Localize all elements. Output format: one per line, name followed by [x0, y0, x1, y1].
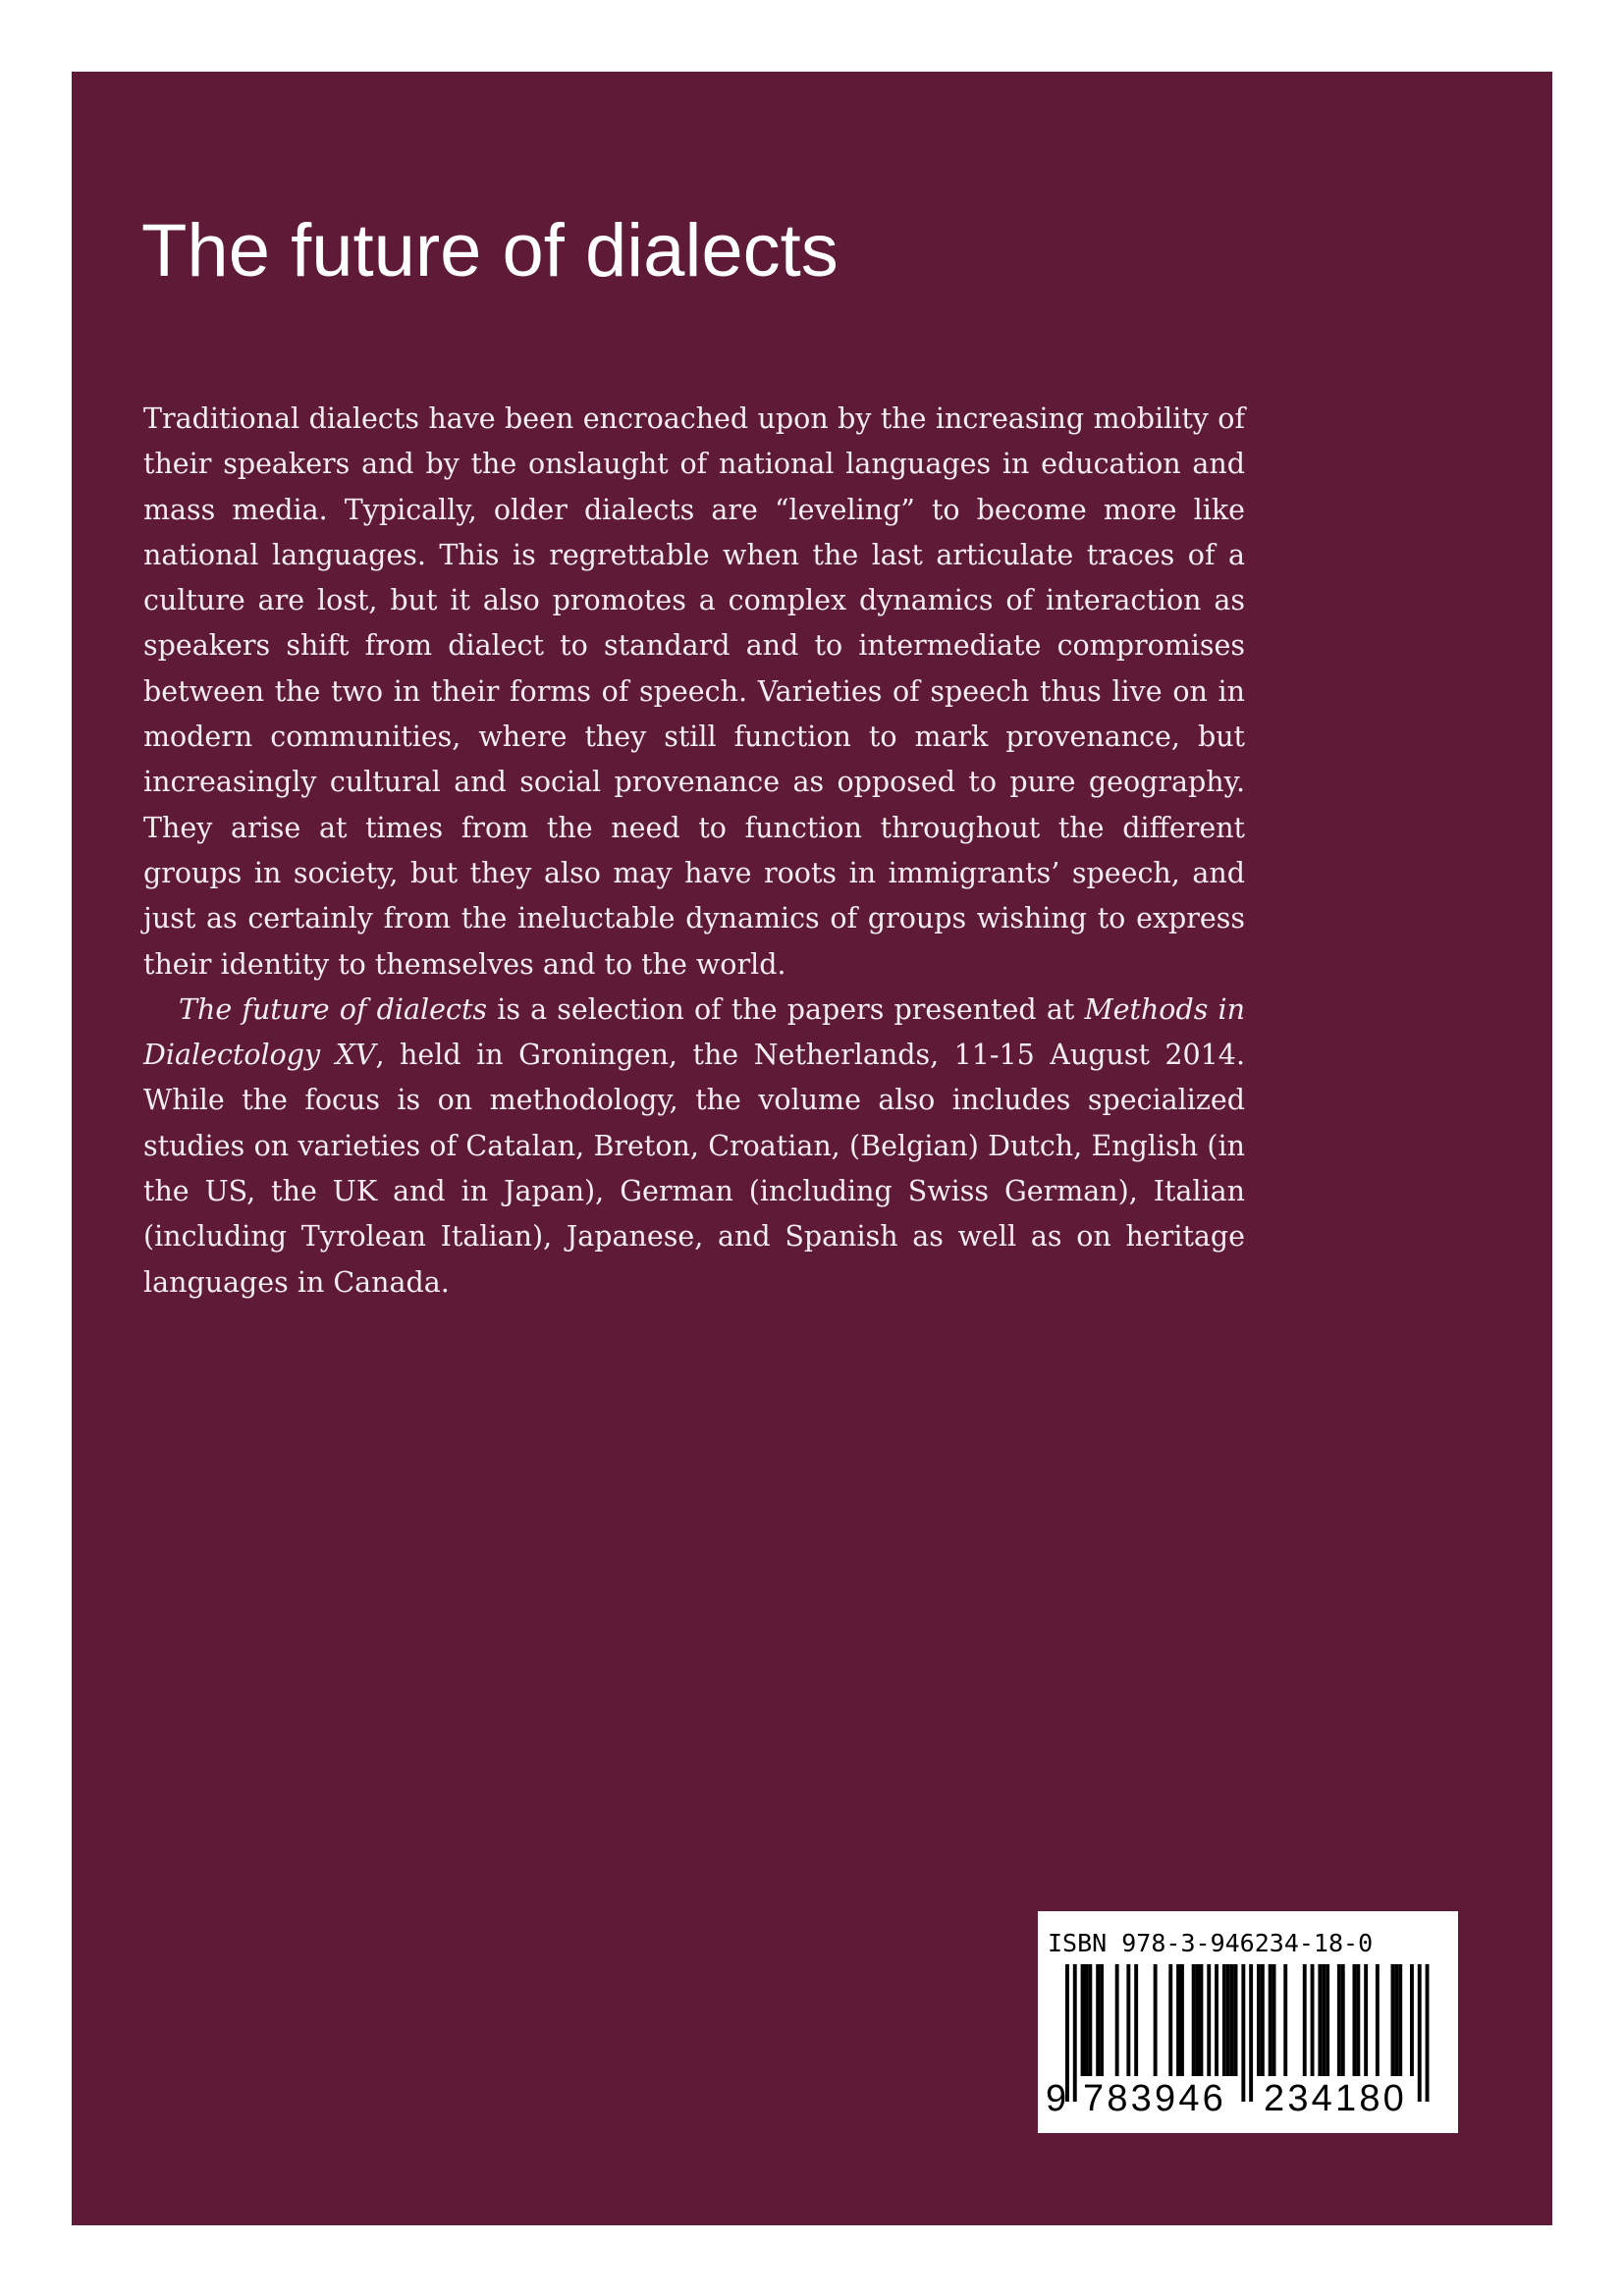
blurb-paragraph-2-text-b: , held in Groningen, the Netherlands, 11-15 August 2014. While the focus is on methodology, the volume also includes specialized studies on varieties of Catalan, Breton, Croatian, (Belgian) Dutch, English (in the US, the UK and in Japan), German (including Swiss German), Italian (including Tyrolean Italian), Japanese, and Spanish as well as on heritage languages in Canada.	[143, 1039, 1246, 1299]
barcode-bar	[1337, 1964, 1341, 2076]
barcode-bar	[1196, 1964, 1200, 2076]
blurb-paragraph-2-text-a: is a selection of the papers presented at	[487, 992, 1085, 1026]
book-title-reference: The future of dialects	[179, 992, 488, 1026]
barcode-bar	[1261, 1964, 1265, 2076]
barcode-bar	[1341, 1964, 1345, 2076]
barcode-bar	[1322, 1964, 1326, 2076]
barcode-bar	[1394, 1964, 1398, 2076]
barcode-bar	[1100, 1964, 1104, 2076]
barcode-bar	[1353, 1964, 1357, 2076]
barcode-bar	[1222, 1964, 1226, 2076]
barcode-bar	[1192, 1964, 1196, 2076]
barcode-bar	[1303, 1964, 1307, 2076]
barcode-bar	[1176, 1964, 1180, 2076]
barcode-bar	[1154, 1964, 1158, 2076]
barcode-bar	[1180, 1964, 1184, 2076]
barcode-bar	[1126, 1964, 1130, 2076]
barcode-guard-bar	[1249, 1964, 1253, 2102]
barcode-guard-bar	[1426, 1964, 1430, 2102]
barcode-bar	[1311, 1964, 1315, 2076]
blurb	[143, 397, 1245, 1306]
barcode-bar	[1115, 1964, 1119, 2076]
barcode-bar	[1376, 1964, 1380, 2076]
barcode-bar	[1326, 1964, 1329, 2076]
barcode-bar	[1088, 1964, 1092, 2076]
isbn-label: ISBN 978-3-946234-18-0	[1048, 1929, 1374, 1957]
barcode-bar	[1081, 1964, 1085, 2076]
barcode-bar	[1356, 1964, 1360, 2076]
barcode-bar	[1318, 1964, 1322, 2076]
barcode-digit-first: 9	[1046, 2078, 1067, 2119]
barcode-guard-bar	[1418, 1964, 1422, 2102]
barcode-bar	[1230, 1964, 1234, 2076]
blurb-paragraph-2	[143, 988, 1245, 1306]
barcode-digits-right: 234180	[1264, 2078, 1408, 2119]
conference-name: Methods in Dialectology XV	[143, 992, 1245, 1072]
barcode-bar	[1257, 1964, 1261, 2076]
blurb-paragraph-1: Traditional dialects have been encroached upon by the increasing mobility of their speakers and by the onslaught of national languages in education and mass media. Typically, older dialects are “leveling” to become more like national languages. This is regrettable when the last articulate traces of a culture are lost, but it also promotes a complex dynamics of interaction as speakers shift from dialect to standard and to intermediate compromises between the two in their forms of speech. Varieties of speech thus live on in modern communities, where they still function to mark provenance, but increasingly cultural and social provenance as opposed to pure geography. They arise at times from the need to function throughout the different groups in society, but they also may have roots in immigrants’ speech, and just as certainly from the ineluctable dynamics of groups wishing to express their identity to themselves and to the world.	[143, 402, 1245, 981]
barcode-bar	[1269, 1964, 1272, 2076]
barcode-bar	[1200, 1964, 1204, 2076]
barcode-guard-bar	[1241, 1964, 1245, 2102]
barcode-bar	[1207, 1964, 1211, 2076]
barcode-bar	[1272, 1964, 1276, 2076]
barcode-bar	[1215, 1964, 1218, 2076]
barcode-bar	[1283, 1964, 1287, 2076]
barcode-bar	[1226, 1964, 1230, 2076]
book-title: The future of dialects	[141, 209, 839, 293]
barcode-bar	[1398, 1964, 1402, 2076]
barcode-bar	[1085, 1964, 1089, 2076]
barcode-bar	[1134, 1964, 1138, 2076]
barcode-bar	[1168, 1964, 1172, 2076]
isbn-barcode	[1038, 1911, 1458, 2133]
barcode-bar	[1410, 1964, 1414, 2076]
barcode-bar	[1364, 1964, 1368, 2076]
barcode-bar	[1391, 1964, 1395, 2076]
barcode-guard-bar	[1073, 1964, 1077, 2102]
barcode-digits-left: 783946	[1083, 2078, 1227, 2119]
barcode-bar	[1234, 1964, 1238, 2076]
barcode-bar	[1096, 1964, 1100, 2076]
